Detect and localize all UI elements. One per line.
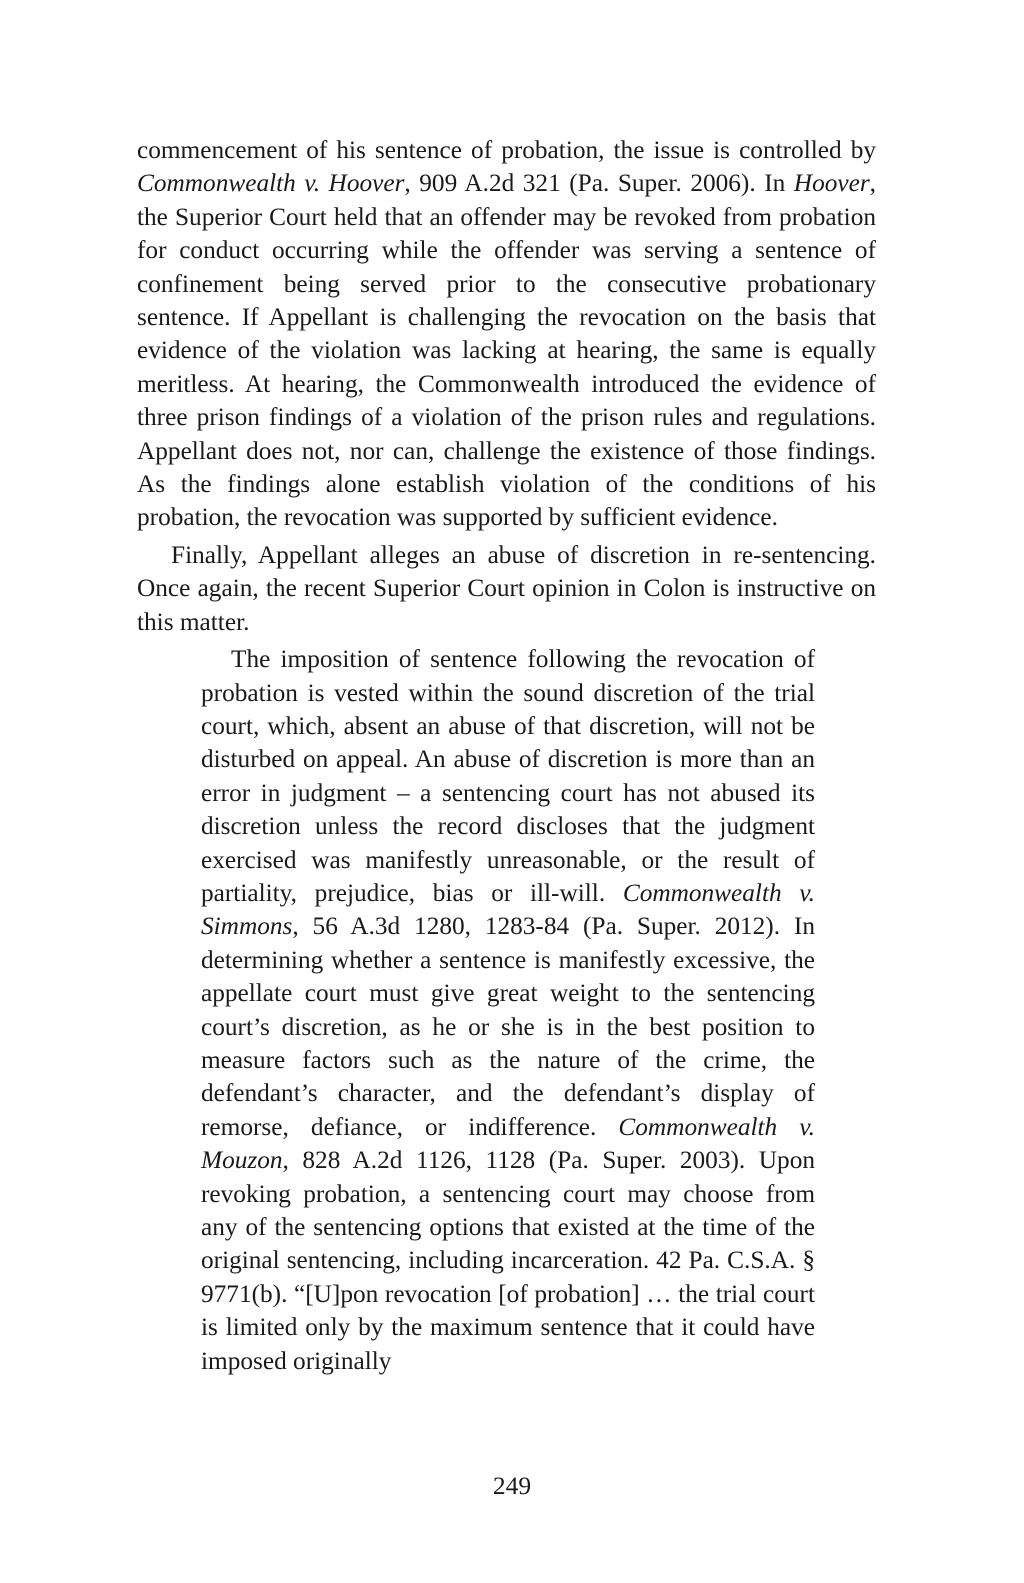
paragraph-hoover	[137, 134, 876, 535]
text-run: , the Superior Court held that an offender may be revoked from probation for conduct occurring while the offender was serving a sentence of confinement being served prior to the consecutive probationary sentence. If Appellant is challenging the revocation on the basis that evidence of the violation was lacking at hearing, the same is equally meritless. At hearing, the Commonwealth introduced the evidence of three prison findings of a violation of the prison rules and regulations. Appellant does not, nor can, challenge the existence of those findings. As the findings alone establish violation of the conditions of his probation, the revocation was supported by sufficient evidence.	[137, 169, 876, 532]
text-run: , 56 A.3d 1280, 1283-84 (Pa. Super. 2012). In determining whether a sentence is manifestly excessive, the appellate court must give great weight to the sentencing court’s discretion, as he or she is in the best position to measure factors such as the nature of the crime, the defendant’s character, and the defendant’s display of remorse, defiance, or indifference.	[201, 912, 815, 1141]
case-citation-simmons: Commonwealth v. Simmons	[201, 878, 815, 941]
case-citation-hoover: Commonwealth v. Hoover	[137, 169, 405, 198]
page-number: 249	[492, 1471, 532, 1500]
case-citation-mouzon: Commonwealth v. Mouzon	[201, 1112, 815, 1175]
paragraph-abuse-of-discretion	[137, 539, 876, 639]
page-body	[137, 134, 876, 1378]
text-run: , 909 A.2d 321 (Pa. Super. 2006). In	[404, 169, 794, 198]
text-run: commencement of his sentence of probation, the issue is controlled by	[137, 136, 876, 164]
block-quote-colon	[201, 643, 815, 1378]
text-run: , 828 A.2d 1126, 1128 (Pa. Super. 2003). Upon revoking probation, a sentencing court may choose from any of the sentencing options that existed at the time of the original sentencing, including incarceration. 42 Pa. C.S.A. § 9771(b). “[U]pon revocation [of probation] … the trial court is limited only by the maximum sentence that it could have imposed originally	[201, 1146, 815, 1375]
text-run: The imposition of sentence following the revocation of probation is vested within the sound discretion of the trial court, which, absent an abuse of that discretion, will not be disturbed on appeal. An abuse of discretion is more than an error in judgment – a sentencing court has not abused its discretion unless the record discloses that the judgment exercised was manifestly unreasonable, or the result of partiality, prejudice, bias or ill-will.	[201, 645, 815, 907]
case-short-name-hoover: Hoover	[793, 169, 870, 198]
text-run: Finally, Appellant alleges an abuse of discretion in re-sentencing. Once again, the recent Superior Court opinion in Colon is instructive on this matter.	[137, 540, 876, 636]
